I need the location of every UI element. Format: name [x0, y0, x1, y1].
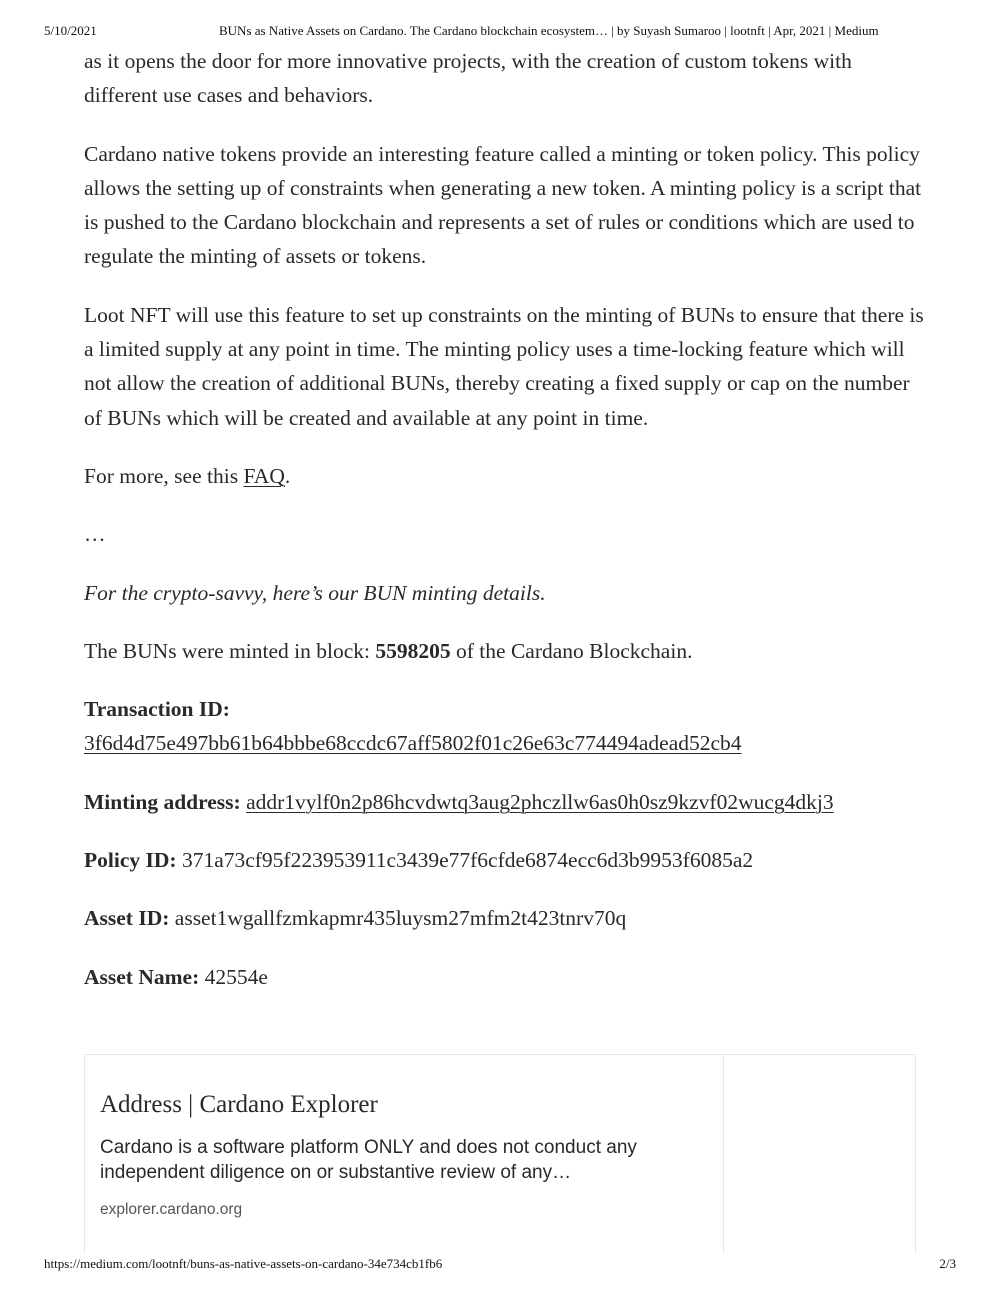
crypto-intro-text: For the crypto-savvy, here’s our BUN minting details.	[84, 580, 546, 605]
paragraph-crypto-intro	[84, 576, 924, 610]
asset-id-label: Asset ID:	[84, 906, 170, 931]
policy-id-label: Policy ID:	[84, 848, 177, 873]
paragraph-asset-id	[84, 901, 924, 935]
paragraph-loot-nft-constraints: Loot NFT will use this feature to set up constraints on the minting of BUNs to ensure that there is a limited supply at any point in time. The minting policy uses a time-locking feature which will not allow the creation of additional BUNs, thereby creating a fixed supply or cap on the number of BUNs which will be created and available at any point in time.	[84, 302, 924, 430]
print-date: 5/10/2021	[44, 23, 97, 38]
minting-address-label: Minting address:	[84, 789, 241, 814]
paragraph-block	[84, 634, 924, 668]
paragraph-asset-name	[84, 960, 924, 994]
print-url: https://medium.com/lootnft/buns-as-native-assets-on-cardano-34e734cb1fb6	[44, 1256, 443, 1271]
faq-link[interactable]: FAQ	[243, 463, 285, 488]
link-preview-card[interactable]	[84, 1054, 916, 1254]
section-separator: …	[84, 522, 106, 547]
link-preview-title: Address | Cardano Explorer	[100, 1091, 378, 1118]
paragraph-custom-tokens: as it opens the door for more innovative projects, with the creation of custom tokens with different use cases and behaviors.	[84, 49, 852, 108]
minting-address-link[interactable]: addr1vylf0n2p86hcvdwtq3aug2phczllw6as0h0sz9kzvf02wucg4dkj3	[246, 789, 834, 814]
link-preview-description: Cardano is a software platform ONLY and does not conduct any independent diligence on or substantive review of any…	[100, 1137, 637, 1183]
paragraph-transaction	[84, 692, 924, 761]
asset-name-label: Asset Name:	[84, 964, 200, 989]
transaction-id-link[interactable]: 3f6d4d75e497bb61b64bbbe68ccdc67aff5802f01c26e63c774494adead52cb4	[84, 731, 742, 756]
block-suffix: of the Cardano Blockchain.	[450, 638, 693, 663]
link-preview-text	[85, 1055, 724, 1254]
print-page-title: BUNs as Native Assets on Cardano. The Cardano blockchain ecosystem… | by Suyash Sumaroo | lootnft | Apr, 2021 | Medium	[219, 23, 879, 38]
link-preview-domain: explorer.cardano.org	[100, 1201, 243, 1218]
print-header	[0, 23, 1000, 41]
asset-id-value: asset1wgallfzmkapmr435luysm27mfm2t423tnrv70q	[174, 906, 627, 931]
block-number: 5598205	[375, 638, 451, 663]
asset-name-value: 42554e	[204, 964, 268, 989]
paragraph-policy-id	[84, 843, 924, 877]
print-footer	[0, 1256, 1000, 1274]
paragraph-minting-policy: Cardano native tokens provide an interesting feature called a minting or token policy. This policy allows the setting up of constraints when generating a new token. A minting policy is a script that is pushed to the Cardano blockchain and represents a set of rules or conditions which are used to regulate the minting of assets or tokens.	[84, 141, 922, 269]
faq-suffix: .	[284, 463, 291, 488]
faq-prefix: For more, see this	[84, 463, 244, 488]
article-body	[84, 44, 924, 994]
paragraph-faq	[84, 459, 924, 493]
policy-id-value: 371a73cf95f223953911c3439e77f6cfde6874ecc6d3b9953f6085a2	[181, 848, 754, 873]
paragraph-minting-address	[84, 785, 924, 819]
block-prefix: The BUNs were minted in block:	[84, 638, 376, 663]
transaction-id-label: Transaction ID:	[84, 697, 230, 722]
print-page-number: 2/3	[939, 1256, 956, 1271]
